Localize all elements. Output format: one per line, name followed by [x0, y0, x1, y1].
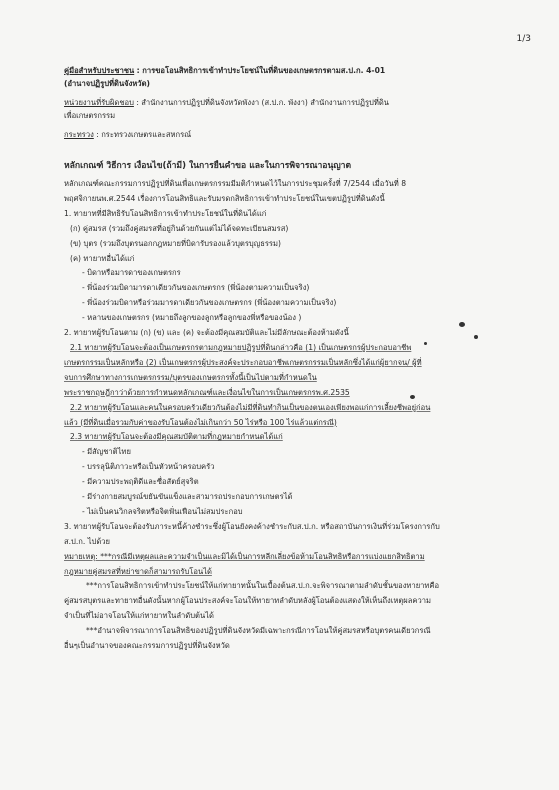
body-line: 3. ทายาทผู้รับโอนจะต้องรับภาระหนี้ค้างชำระซึ่งผู้โอนยังคงค้างชำระกับส.ป.ก. หรือสถาบันการเงินที่ร่วมโครงการกับ: [64, 521, 440, 531]
body-line: ***การโอนสิทธิการเข้าทำประโยชน์ให้แก่ทายาทนั้นในเบื้องต้นส.ป.ก.จะพิจารณาตามลำดับชั้นของทายาทคือ: [86, 581, 440, 591]
scan-speck: [474, 335, 478, 339]
body-line: 2.1 ทายาทผู้รับโอนจะต้องเป็นเกษตรกรตามกฎหมายปฏิรูปที่ดินกล่าวคือ (1) เป็นเกษตรกรผู้ประกอบอาชีพ: [70, 342, 412, 352]
body-line: 2.3 ทายาทผู้รับโอนจะต้องมีคุณสมบัติตามที่กฎหมายกำหนดได้แก่: [70, 432, 283, 442]
body-line: (ค) ทายาทอื่นได้แก่: [70, 253, 135, 263]
document-header: [64, 64, 534, 141]
body-line: - มีความประพฤติดีและซื่อสัตย์สุจริต: [82, 477, 199, 487]
body-line: (ข) บุตร (รวมถึงบุตรนอกกฎหมายที่บิดารับรองแล้วบุตรบุญธรรม): [70, 238, 281, 248]
ministry-text: : กระทรวงเกษตรและสหกรณ์: [96, 130, 192, 139]
ministry-label: กระทรวง: [64, 130, 94, 139]
body-line: ***อำนาจพิจารณาการโอนสิทธิของปฏิรูปที่ดินจังหวัดมีเฉพาะกรณีการโอนให้คู่สมรสหรือบุตรคนเดียวกรณี: [86, 626, 431, 636]
body-line: - มีสัญชาติไทย: [82, 447, 131, 457]
agency-line: [64, 96, 534, 109]
body-line: - หลานของเกษตรกร (หมายถึงลูกของลูกหรือลูกของพี่หรือของน้อง ): [82, 313, 302, 323]
body-line: แล้ว (มีที่ดินเมื่อรวมกับค่าของรับโอนต้องไม่เกินกว่า 50 ไร่หรือ 100 ไร่แล้วแต่กรณี): [64, 417, 337, 427]
ministry-line: [64, 128, 534, 141]
body-line: 2. ทายาทผู้รับโอนตาม (ก) (ข) และ (ค) จะต้องมีคุณสมบัติและไม่มีลักษณะต้องห้ามดังนี้: [64, 328, 349, 338]
title-text: : การขอโอนสิทธิการเข้าทำประโยชน์ในที่ดินของเกษตรกรตามส.ป.ก. 4-01: [136, 66, 386, 75]
title-line2: (อำนาจปฏิรูปที่ดินจังหวัด): [64, 79, 150, 88]
title-label: คู่มือสำหรับประชาชน: [64, 66, 135, 75]
body-line: ส.ป.ก. ไปด้วย: [64, 536, 110, 546]
body-line: 1. ทายาทที่มีสิทธิรับโอนสิทธิการเข้าทำประโยชน์ในที่ดินได้แก่: [64, 208, 267, 218]
body-line: อื่นๆเป็นอำนาจของคณะกรรมการปฏิรูปที่ดินจังหวัด: [64, 641, 230, 651]
body-line: กฎหมายคู่สมรสที่หย่าขาดก็สามารถรับโอนได้: [64, 566, 212, 576]
body-line: พฤศจิกายนพ.ศ.2544 เรื่องการโอนสิทธิและรับมรดกสิทธิการเข้าทำประโยชน์ในเขตปฏิรูปที่ดินดังนี้: [64, 193, 385, 203]
section-body: [64, 177, 534, 654]
body-line: (ก) คู่สมรส (รวมถึงคู่สมรสที่อยู่กินด้วยกันแต่ไม่ได้จดทะเบียนสมรส): [70, 223, 289, 233]
body-line: เกษตรกรรมเป็นหลักหรือ (2) เป็นเกษตรกรผู้ประสงค์จะประกอบอาชีพเกษตรกรรมเป็นหลักซึ่งได้แก่ผู้ยากจน/ ผู้ที่: [64, 357, 422, 367]
body-line: จำเป็นที่ไม่อาจโอนให้แก่ทายาทในลำดับต้นได้: [64, 611, 214, 621]
body-line: - บิดาหรือมารดาของเกษตรกร: [82, 268, 181, 278]
document-title: [64, 64, 534, 77]
body-line: - บรรลุนิติภาวะหรือเป็นหัวหน้าครอบครัว: [82, 462, 215, 472]
agency-text: : สำนักงานการปฏิรูปที่ดินจังหวัดพังงา (ส.ป.ก. พังงา) สำนักงานการปฏิรูปที่ดิน: [136, 98, 389, 107]
body-line: - พี่น้องร่วมบิดาหรือร่วมมารดาเดียวกันของเกษตรกร (พี่น้องตามความเป็นจริง): [82, 298, 337, 308]
body-line: จบการศึกษาทางการเกษตรกรรม/บุตรของเกษตรกรทั้งนี้เป็นไปตามที่กำหนดใน: [64, 372, 317, 382]
scan-speck: [424, 342, 427, 345]
page-number: 1/3: [516, 34, 531, 44]
body-line: คู่สมรสบุตรและทายาทอื่นดังนั้นหากผู้โอนประสงค์จะโอนให้ทายาทลำดับหลังผู้โอนต้องแสดงให้เห็นถึงเหตุผลความ: [64, 596, 432, 606]
body-line: หมายเหตุ: ***กรณีมีเหตุผลและความจำเป็นและมิได้เป็นการหลีกเลี่ยงข้อห้ามโอนสิทธิหรือการแบ่งแยกสิทธิตาม: [64, 551, 425, 561]
body-line: 2.2 ทายาทผู้รับโอนและคนในครอบครัวเดียวกันต้องไม่มีที่ดินทำกินเป็นของตนเองเพียงพอแก่การเลี้ยงชีพอยู่ก่อน: [70, 402, 431, 412]
scan-speck: [410, 395, 415, 399]
section-heading: หลักเกณฑ์ วิธีการ เงื่อนไข(ถ้ามี) ในการยื่นคำขอ และในการพิจารณาอนุญาต: [64, 161, 352, 171]
body-line: - มีร่างกายสมบูรณ์ขยันขันแข็งและสามารถประกอบการเกษตรได้: [82, 492, 293, 502]
body-line: พระราชกฤษฎีกาว่าด้วยการกำหนดหลักเกณฑ์และเงื่อนไขในการเป็นเกษตรกรพ.ศ.2535: [64, 387, 350, 397]
agency-label: หน่วยงานที่รับผิดชอบ: [64, 98, 134, 107]
body-line: หลักเกณฑ์คณะกรรมการปฏิรูปที่ดินเพื่อเกษตรกรรมมีมติกำหนดไว้ในการประชุมครั้งที่ 7/2544 เมื่อวันที่ 8: [64, 179, 407, 188]
scan-speck: [459, 322, 465, 327]
body-line: - ไม่เป็นคนวิกลจริตหรือจิตฟั่นเฟือนไม่สมประกอบ: [82, 506, 243, 516]
body-line: - พี่น้องร่วมบิดามารดาเดียวกันของเกษตรกร (พี่น้องตามความเป็นจริง): [82, 283, 310, 293]
agency-line2: เพื่อเกษตรกรรม: [64, 111, 116, 120]
